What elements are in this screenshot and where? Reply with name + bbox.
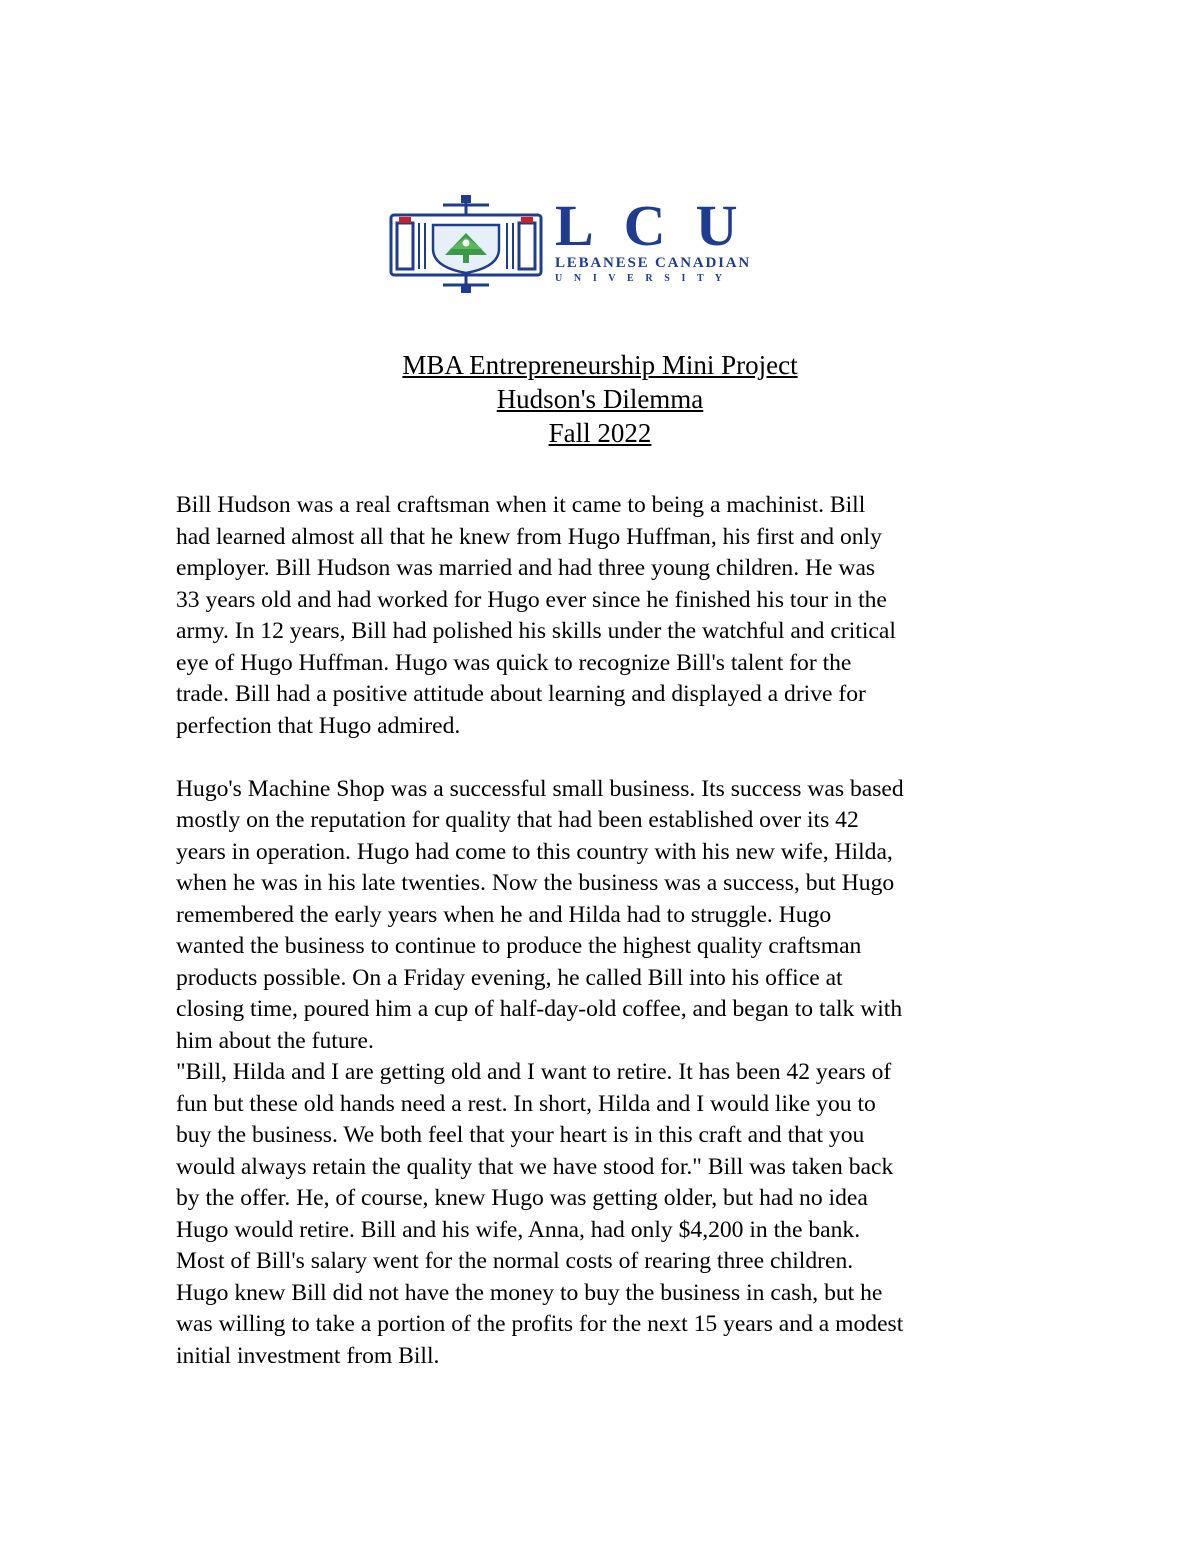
logo-name-line2: U N I V E R S I T Y (555, 273, 727, 284)
text-line: years in operation. Hugo had come to this country with his new wife, Hilda, (176, 838, 893, 865)
text-line: Hugo knew Bill did not have the money to buy the business in cash, but he (176, 1279, 883, 1306)
text-line: Hugo's Machine Shop was a successful small business. Its success was based (176, 775, 904, 802)
text-line: "Bill, Hilda and I are getting old and I want to retire. It has been 42 years of (176, 1059, 892, 1085)
text-line: Bill Hudson was a real craftsman when it came to being a machinist. Bill (176, 492, 866, 518)
text-line: Most of Bill's salary went for the normal costs of rearing three children. (176, 1248, 854, 1274)
title-line-3: Fall 2022 (548, 418, 652, 448)
text-line: army. In 12 years, Bill had polished his skills under the watchful and critical (176, 618, 896, 644)
text-line: had learned almost all that he knew from Hugo Huffman, his first and only (176, 523, 882, 550)
text-line: fun but these old hands need a rest. In short, Hilda and I would like you to (176, 1090, 876, 1117)
university-logo (383, 193, 823, 295)
text-line: closing time, poured him a cup of half-day-old coffee, and began to talk with (176, 996, 903, 1022)
text-line: him about the future. (176, 1027, 374, 1054)
text-line: mostly on the reputation for quality that had been established over its 42 (176, 807, 859, 833)
text-line: buy the business. We both feel that your heart is in this craft and that you (176, 1122, 865, 1148)
paragraph (176, 774, 1036, 1373)
text-line: was willing to take a portion of the profits for the next 15 years and a modest (176, 1311, 904, 1337)
text-line: remembered the early years when he and Hilda had to struggle. Hugo (176, 901, 832, 928)
document-title (0, 348, 1200, 450)
logo-wordmark: LCU (555, 193, 768, 258)
text-line: perfection that Hugo admired. (176, 712, 461, 739)
text-line: products possible. On a Friday evening, he called Bill into his office at (176, 964, 843, 991)
logo-name-line1: LEBANESE CANADIAN (555, 255, 752, 271)
text-line: eye of Hugo Huffman. Hugo was quick to recognize Bill's talent for the (176, 649, 852, 676)
text-line: initial investment from Bill. (176, 1342, 440, 1369)
paragraph (176, 490, 1036, 742)
text-line: trade. Bill had a positive attitude about learning and displayed a drive for (176, 681, 866, 707)
text-line: when he was in his late twenties. Now the business was a success, but Hugo (176, 870, 895, 896)
title-line-2: Hudson's Dilemma (496, 384, 704, 414)
title-line-1: MBA Entrepreneurship Mini Project (402, 350, 798, 380)
text-line: employer. Bill Hudson was married and had three young children. He was (176, 555, 876, 581)
paragraph-gap (176, 742, 1036, 774)
text-line: 33 years old and had worked for Hugo ever since he finished his tour in the (176, 586, 887, 613)
text-line: wanted the business to continue to produce the highest quality craftsman (176, 933, 862, 959)
text-line: would always retain the quality that we have stood for." Bill was taken back (176, 1153, 894, 1180)
document-body (176, 490, 1036, 1372)
text-line: Hugo would retire. Bill and his wife, Anna, had only $4,200 in the bank. (176, 1216, 861, 1243)
text-line: by the offer. He, of course, knew Hugo was getting older, but had no idea (176, 1185, 868, 1211)
